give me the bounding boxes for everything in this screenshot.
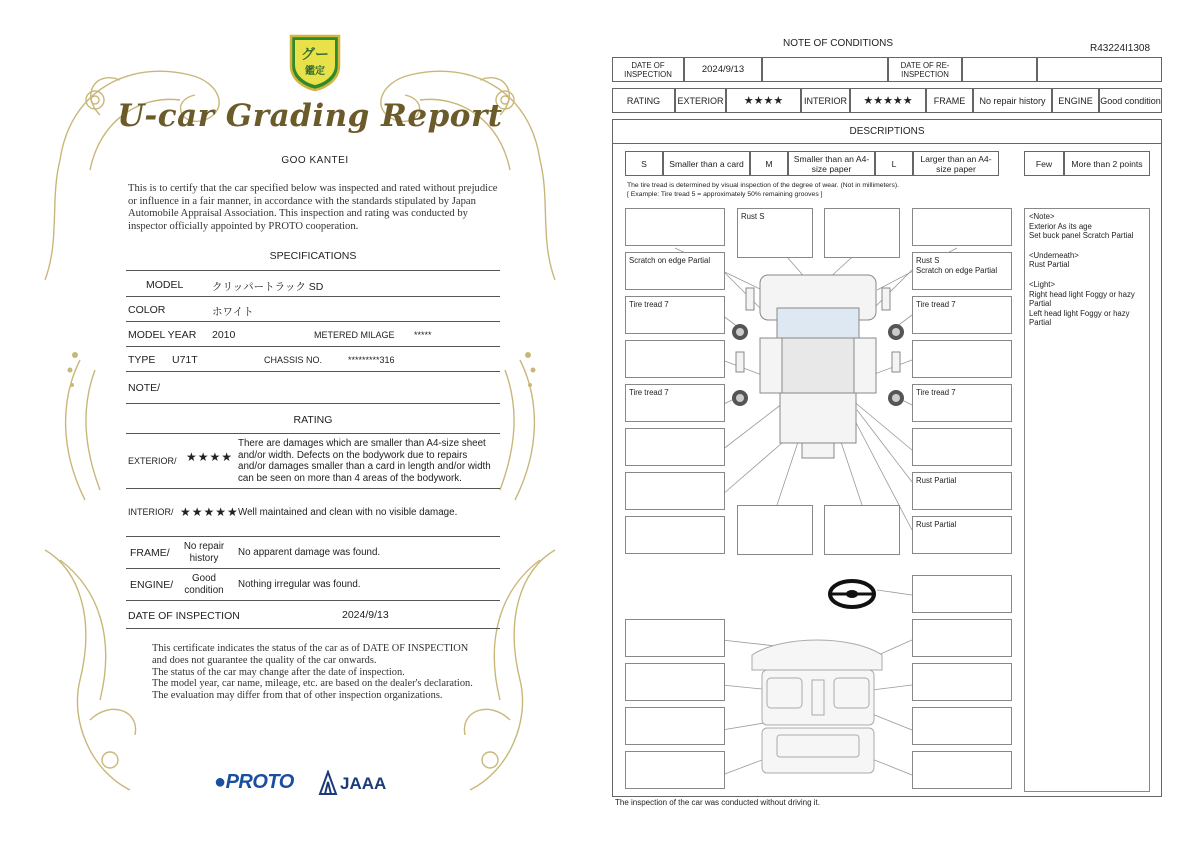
engine-description: Nothing irregular was found.	[238, 579, 361, 590]
condition-box-right-2-line-1: Rust S	[916, 256, 940, 265]
exterior-description: There are damages which are smaller than A4-size sheet and/or width. Defects on the bodywork due to repairs and/or damages smaller than a card in length and/or width can be seen on more than 4 areas of the bodywork.	[238, 438, 491, 484]
condition-box-right-5: Tire tread 7	[912, 384, 1012, 422]
condition-box-left-4	[625, 340, 725, 378]
svg-text:鑑定: 鑑定	[305, 66, 325, 77]
condition-box-left-6	[625, 428, 725, 466]
condition-box-right-13	[912, 751, 1012, 789]
jaaa-mark-icon	[318, 770, 338, 796]
light-line: Right head light Foggy or hazy Partial	[1029, 289, 1135, 309]
date-row	[126, 601, 500, 629]
light-line: Left head light Foggy or hazy Partial	[1029, 308, 1130, 328]
condition-box-bottom-1	[737, 505, 813, 555]
disclaimer-line: The model year, car name, mileage, etc. are based on the dealer's declaration.	[152, 678, 473, 690]
rating-label: RATING	[612, 88, 675, 113]
disclaimer-line: This certificate indicates the status of the car as of DATE OF INSPECTION and does not guarantee the quality of the car onwards.	[152, 643, 469, 666]
underneath-line: Rust Partial	[1029, 260, 1070, 270]
mileage-value: *****	[414, 330, 432, 340]
legend-l-code: L	[875, 151, 913, 176]
tire-note-line-1: The tire tread is determined by visual inspection of the degree of wear. (Not in millimeters).	[627, 182, 899, 189]
certification-text: This is to certify that the car specified below was inspected and rated without prejudice or influence in a fair manner, in accordance with the standards stipulated by Japan Automobile Appraisal Association. This inspection and rating was conducted by inspector officially appointed by PROTO cooperation.	[128, 183, 498, 232]
model-value: クリッパートラック SD	[212, 281, 324, 293]
date-inspection-label: DATE OF INSPECTION	[612, 57, 684, 82]
frame-label: FRAME/	[130, 547, 170, 559]
tire-tread-note	[627, 181, 899, 199]
condition-box-top-3	[824, 208, 900, 258]
disclaimer-line: The status of the car may change after the date of inspection.	[152, 666, 405, 678]
date-label: DATE OF INSPECTION	[128, 610, 240, 622]
color-label: COLOR	[128, 304, 166, 316]
exterior-label: EXTERIOR/	[128, 456, 177, 466]
interior-label: INTERIOR/	[128, 507, 174, 517]
legend-few-code: Few	[1024, 151, 1064, 176]
model-row	[126, 270, 500, 297]
date-reinspection-value	[962, 57, 1037, 82]
specifications-heading: SPECIFICATIONS	[269, 250, 357, 262]
type-value: U71T	[172, 354, 198, 366]
steering-wheel-icon	[830, 581, 874, 607]
proto-logo: ●PROTO	[214, 771, 294, 793]
goo-kantei-badge-icon	[287, 30, 343, 92]
jaaa-logo: JAAA	[340, 774, 387, 793]
condition-box-left-3: Tire tread 7	[625, 296, 725, 334]
conditions-title: NOTE OF CONDITIONS	[783, 38, 893, 49]
condition-box-right-4	[912, 340, 1012, 378]
condition-box-left-11	[625, 707, 725, 745]
report-subtitle: GOO KANTEI	[281, 155, 349, 166]
condition-box-right-2	[912, 252, 1012, 290]
condition-box-top-2: Rust S	[737, 208, 813, 258]
disclaimer-line: The evaluation may differ from that of other inspection organizations.	[152, 690, 443, 702]
engine-value: Good condition	[184, 573, 224, 596]
note-row	[126, 372, 500, 404]
interior-description: Well maintained and clean with no visible damage.	[238, 507, 458, 518]
light-heading: <Light>	[1029, 279, 1056, 289]
condition-box-right-10	[912, 619, 1012, 657]
condition-box-right-6	[912, 428, 1012, 466]
condition-box-right-8: Rust Partial	[912, 516, 1012, 554]
model-year-value: 2010	[212, 329, 236, 341]
engine-value: Good condition	[1099, 88, 1162, 113]
interior-stars: ★★★★★	[850, 88, 926, 113]
note-line: Exterior As its age	[1029, 221, 1092, 231]
condition-box-left-9	[625, 619, 725, 657]
condition-box-right-2-line-2: Scratch on edge Partial	[916, 266, 998, 275]
legend-few-text: More than 2 points	[1064, 151, 1150, 176]
frame-label: FRAME	[926, 88, 973, 113]
condition-box-left-1	[625, 208, 725, 246]
rating-heading: RATING	[293, 414, 333, 426]
legend-m-text: Smaller than an A4-size paper	[788, 151, 875, 176]
engine-label: ENGINE	[1052, 88, 1099, 113]
date-reinspection-label: DATE OF RE-INSPECTION	[888, 57, 962, 82]
frame-rating-row	[126, 537, 500, 569]
chassis-value: *********316	[348, 355, 395, 365]
exterior-stars: ★★★★	[186, 450, 234, 464]
date-blank	[762, 57, 888, 82]
date-inspection-value: 2024/9/13	[684, 57, 762, 82]
report-id: R43224I1308	[1090, 43, 1151, 54]
exterior-stars: ★★★★	[726, 88, 801, 113]
note-heading: <Note>	[1029, 212, 1055, 221]
condition-box-right-3: Tire tread 7	[912, 296, 1012, 334]
condition-box-left-7	[625, 472, 725, 510]
type-row	[126, 347, 500, 372]
disclaimer	[152, 643, 482, 702]
svg-text:グー: グー	[301, 47, 329, 63]
legend-s-text: Smaller than a card	[663, 151, 750, 176]
underneath-heading: <Underneath>	[1029, 250, 1079, 260]
report-title: U-car Grading Report	[117, 98, 503, 134]
condition-box-left-5: Tire tread 7	[625, 384, 725, 422]
date-blank-2	[1037, 57, 1162, 82]
type-label: TYPE	[128, 354, 156, 366]
date-value: 2024/9/13	[342, 609, 389, 621]
condition-box-bottom-2	[824, 505, 900, 555]
chassis-label: CHASSIS NO.	[264, 355, 323, 365]
footer-logos	[214, 768, 414, 798]
note-label: NOTE/	[128, 382, 161, 394]
notes-panel	[1024, 208, 1150, 792]
legend-m-code: M	[750, 151, 788, 176]
engine-label: ENGINE/	[130, 579, 174, 591]
descriptions-heading: DESCRIPTIONS	[612, 119, 1162, 144]
inspection-footnote: The inspection of the car was conducted without driving it.	[615, 798, 820, 807]
condition-box-left-12	[625, 751, 725, 789]
frame-value: No repair history	[183, 541, 225, 564]
model-year-label: MODEL YEAR	[128, 329, 197, 341]
legend-s-code: S	[625, 151, 663, 176]
condition-box-right-9	[912, 575, 1012, 613]
exterior-label: EXTERIOR	[675, 88, 726, 113]
interior-label: INTERIOR	[801, 88, 850, 113]
tire-note-line-2: [ Example: Tire tread 5 = approximately 50% remaining grooves ]	[627, 191, 823, 198]
color-row	[126, 297, 500, 322]
proto-mark-icon: ●	[214, 771, 226, 793]
condition-box-left-8	[625, 516, 725, 554]
model-label: MODEL	[146, 279, 184, 291]
frame-value: No repair history	[973, 88, 1052, 113]
interior-stars: ★★★★★	[180, 505, 239, 519]
condition-box-right-11	[912, 663, 1012, 701]
interior-rating-row	[126, 489, 500, 537]
color-value: ホワイト	[212, 306, 254, 318]
exterior-rating-row	[126, 433, 500, 489]
model-year-row	[126, 322, 500, 347]
note-line: Set buck panel Scratch Partial	[1029, 231, 1134, 241]
condition-box-right-7: Rust Partial	[912, 472, 1012, 510]
engine-rating-row	[126, 569, 500, 601]
condition-box-right-1	[912, 208, 1012, 246]
legend-l-text: Larger than an A4-size paper	[913, 151, 999, 176]
condition-box-left-2: Scratch on edge Partial	[625, 252, 725, 290]
mileage-label: METERED MILAGE	[314, 330, 395, 340]
frame-description: No apparent damage was found.	[238, 547, 381, 558]
condition-box-right-12	[912, 707, 1012, 745]
condition-box-left-10	[625, 663, 725, 701]
